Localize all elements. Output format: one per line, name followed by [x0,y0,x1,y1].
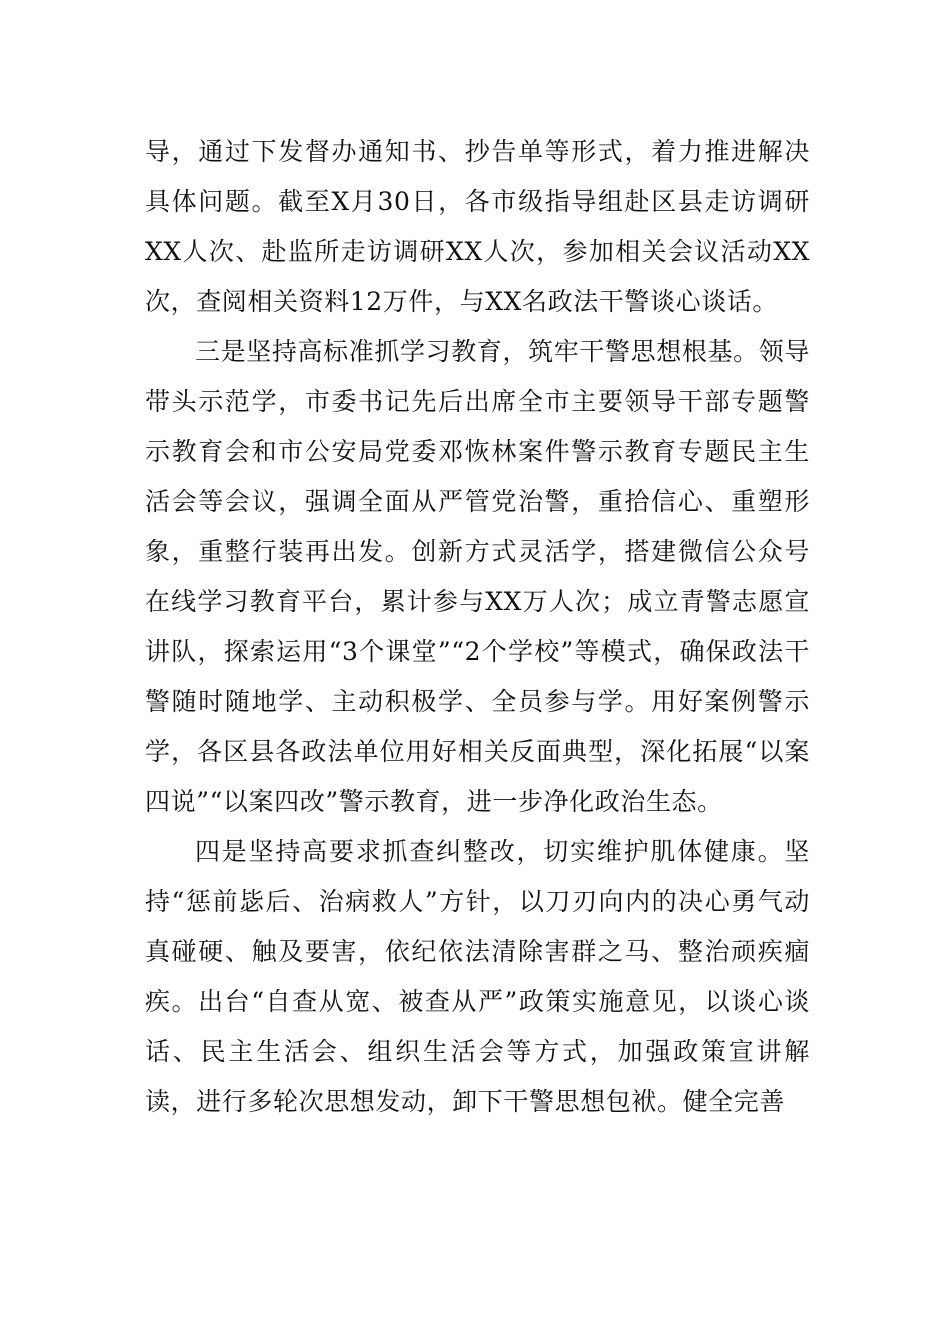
paragraph-study-education: 三是坚持高标准抓学习教育，筑牢干警思想根基。领导带头示范学，市委书记先后出席全市主要领导干部专题警示教育会和市公安局党委邓恢林案件警示教育专题民主生活会等会议，强调全面从严管党治警，重拾信心、重塑形象，重整行装再出发。创新方式灵活学，搭建微信公众号在线学习教育平台，累计参与XX万人次；成立青警志愿宣讲队，探索运用“3个课堂”“2个学校”等模式，确保政法干警随时随地学、主动积极学、全员参与学。用好案例警示学，各区县各政法单位用好相关反面典型，深化拓展“以案四说”“以案四改”警示教育，进一步净化政治生态。 [145,337,810,816]
paragraph-continued: 导，通过下发督办通知书、抄告单等形式，着力推进解决具体问题。截至X月30日，各市级指导组赴区县走访调研XX人次、赴监所走访调研XX人次，参加相关会议活动XX次，查阅相关资料12万件，与XX名政法干警谈心谈话。 [145,137,810,316]
paragraph-rectification: 四是坚持高要求抓查纠整改，切实维护肌体健康。坚持“惩前毖后、治病救人”方针，以刀刃向内的决心勇气动真碰硬、触及要害，依纪依法清除害群之马、整治顽疾痼疾。出台“自查从宽、被查从严”政策实施意见，以谈心谈话、民主生活会、组织生活会等方式，加强政策宣讲解读，进行多轮次思想发动，卸下干警思想包袱。健全完善 [145,837,810,1116]
document-body [145,127,810,1127]
